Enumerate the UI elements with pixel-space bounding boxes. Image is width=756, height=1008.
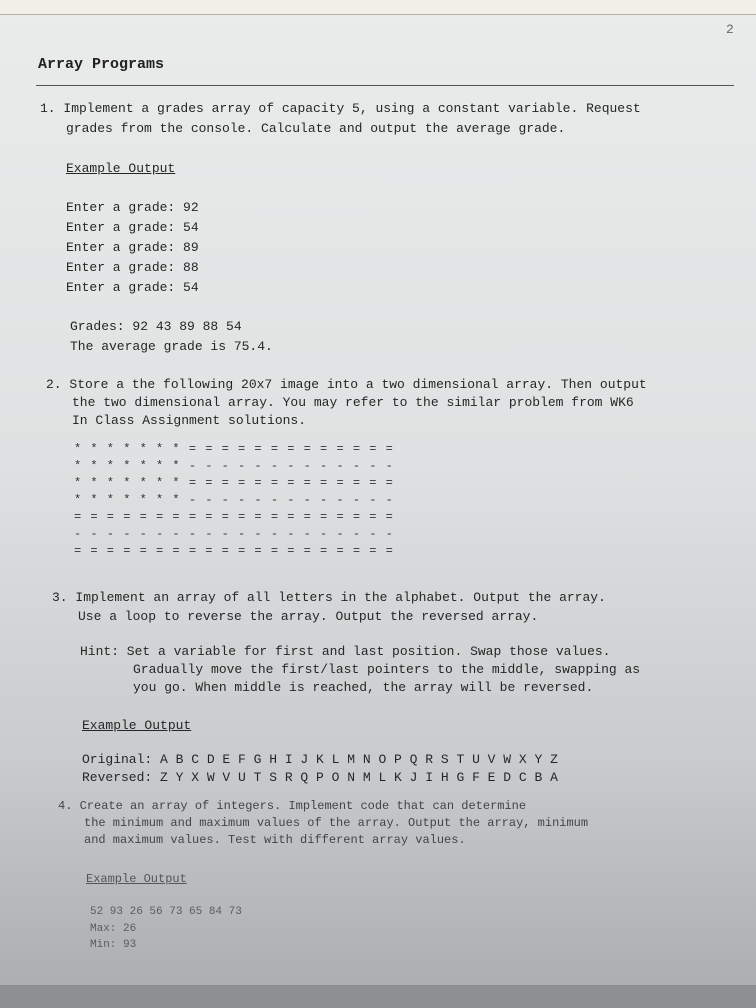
grid-row: - - - - - - - - - - - - - - - - - - - - [74,527,394,541]
heading-divider [36,85,734,86]
q1-line-2: grades from the console. Calculate and output the average grade. [66,121,566,136]
q4-min-line: Min: 93 [90,939,137,951]
top-edge [0,0,756,15]
page-heading: Array Programs [38,56,165,73]
q3-example-label: Example Output [82,718,192,733]
q4-line-2: the minimum and maximum values of the array. Output the array, minimum [84,816,589,830]
grid-row: = = = = = = = = = = = = = = = = = = = = [74,544,394,558]
ascii-image-grid [74,442,394,561]
q4-values-line: 52 93 26 56 73 65 84 73 [90,906,242,918]
q3-line-1: 3. Implement an array of all letters in the alphabet. Output the array. [52,590,606,605]
q2-line-3: In Class Assignment solutions. [72,413,307,428]
q3-line-2: Use a loop to reverse the array. Output the reversed array. [78,609,539,624]
q3-original-line: Original: A B C D E F G H I J K L M N O P Q R S T U V W X Y Z [82,752,558,767]
q4-line-1: 4. Create an array of integers. Implement code that can determine [58,799,527,813]
q1-prompt-5: Enter a grade: 54 [66,280,199,295]
q4-example-label: Example Output [86,872,187,886]
q3-hint-2: Gradually move the first/last pointers to the middle, swapping as [133,662,641,677]
q2-line-2: the two dimensional array. You may refer to the similar problem from WK6 [72,395,634,410]
grid-row: = = = = = = = = = = = = = = = = = = = = [74,510,394,524]
bottom-shadow [0,985,756,1008]
q2-line-1: 2. Store a the following 20x7 image into a two dimensional array. Then output [46,377,647,392]
q1-grades-line: Grades: 92 43 89 88 54 [70,319,242,334]
page-number: 2 [726,22,734,37]
q4-max-line: Max: 26 [90,923,137,935]
q1-prompt-2: Enter a grade: 54 [66,220,199,235]
q1-example-label: Example Output [66,161,176,176]
grid-row: * * * * * * * = = = = = = = = = = = = = [74,476,394,490]
q3-reversed-line: Reversed: Z Y X W V U T S R Q P O N M L K J I H G F E D C B A [82,770,558,785]
q4-line-3: and maximum values. Test with different array values. [84,833,466,847]
q1-line-1: 1. Implement a grades array of capacity 5, using a constant variable. Request [40,101,641,116]
q1-average-line: The average grade is 75.4. [70,339,273,354]
grid-row: * * * * * * * = = = = = = = = = = = = = [74,442,394,456]
q1-prompt-1: Enter a grade: 92 [66,200,199,215]
q3-hint-1: Hint: Set a variable for first and last position. Swap those values. [80,644,611,659]
grid-row: * * * * * * * - - - - - - - - - - - - - [74,459,394,473]
q3-hint-3: you go. When middle is reached, the array will be reversed. [133,680,594,695]
q1-prompt-3: Enter a grade: 89 [66,240,199,255]
q1-prompt-4: Enter a grade: 88 [66,260,199,275]
grid-row: * * * * * * * - - - - - - - - - - - - - [74,493,394,507]
